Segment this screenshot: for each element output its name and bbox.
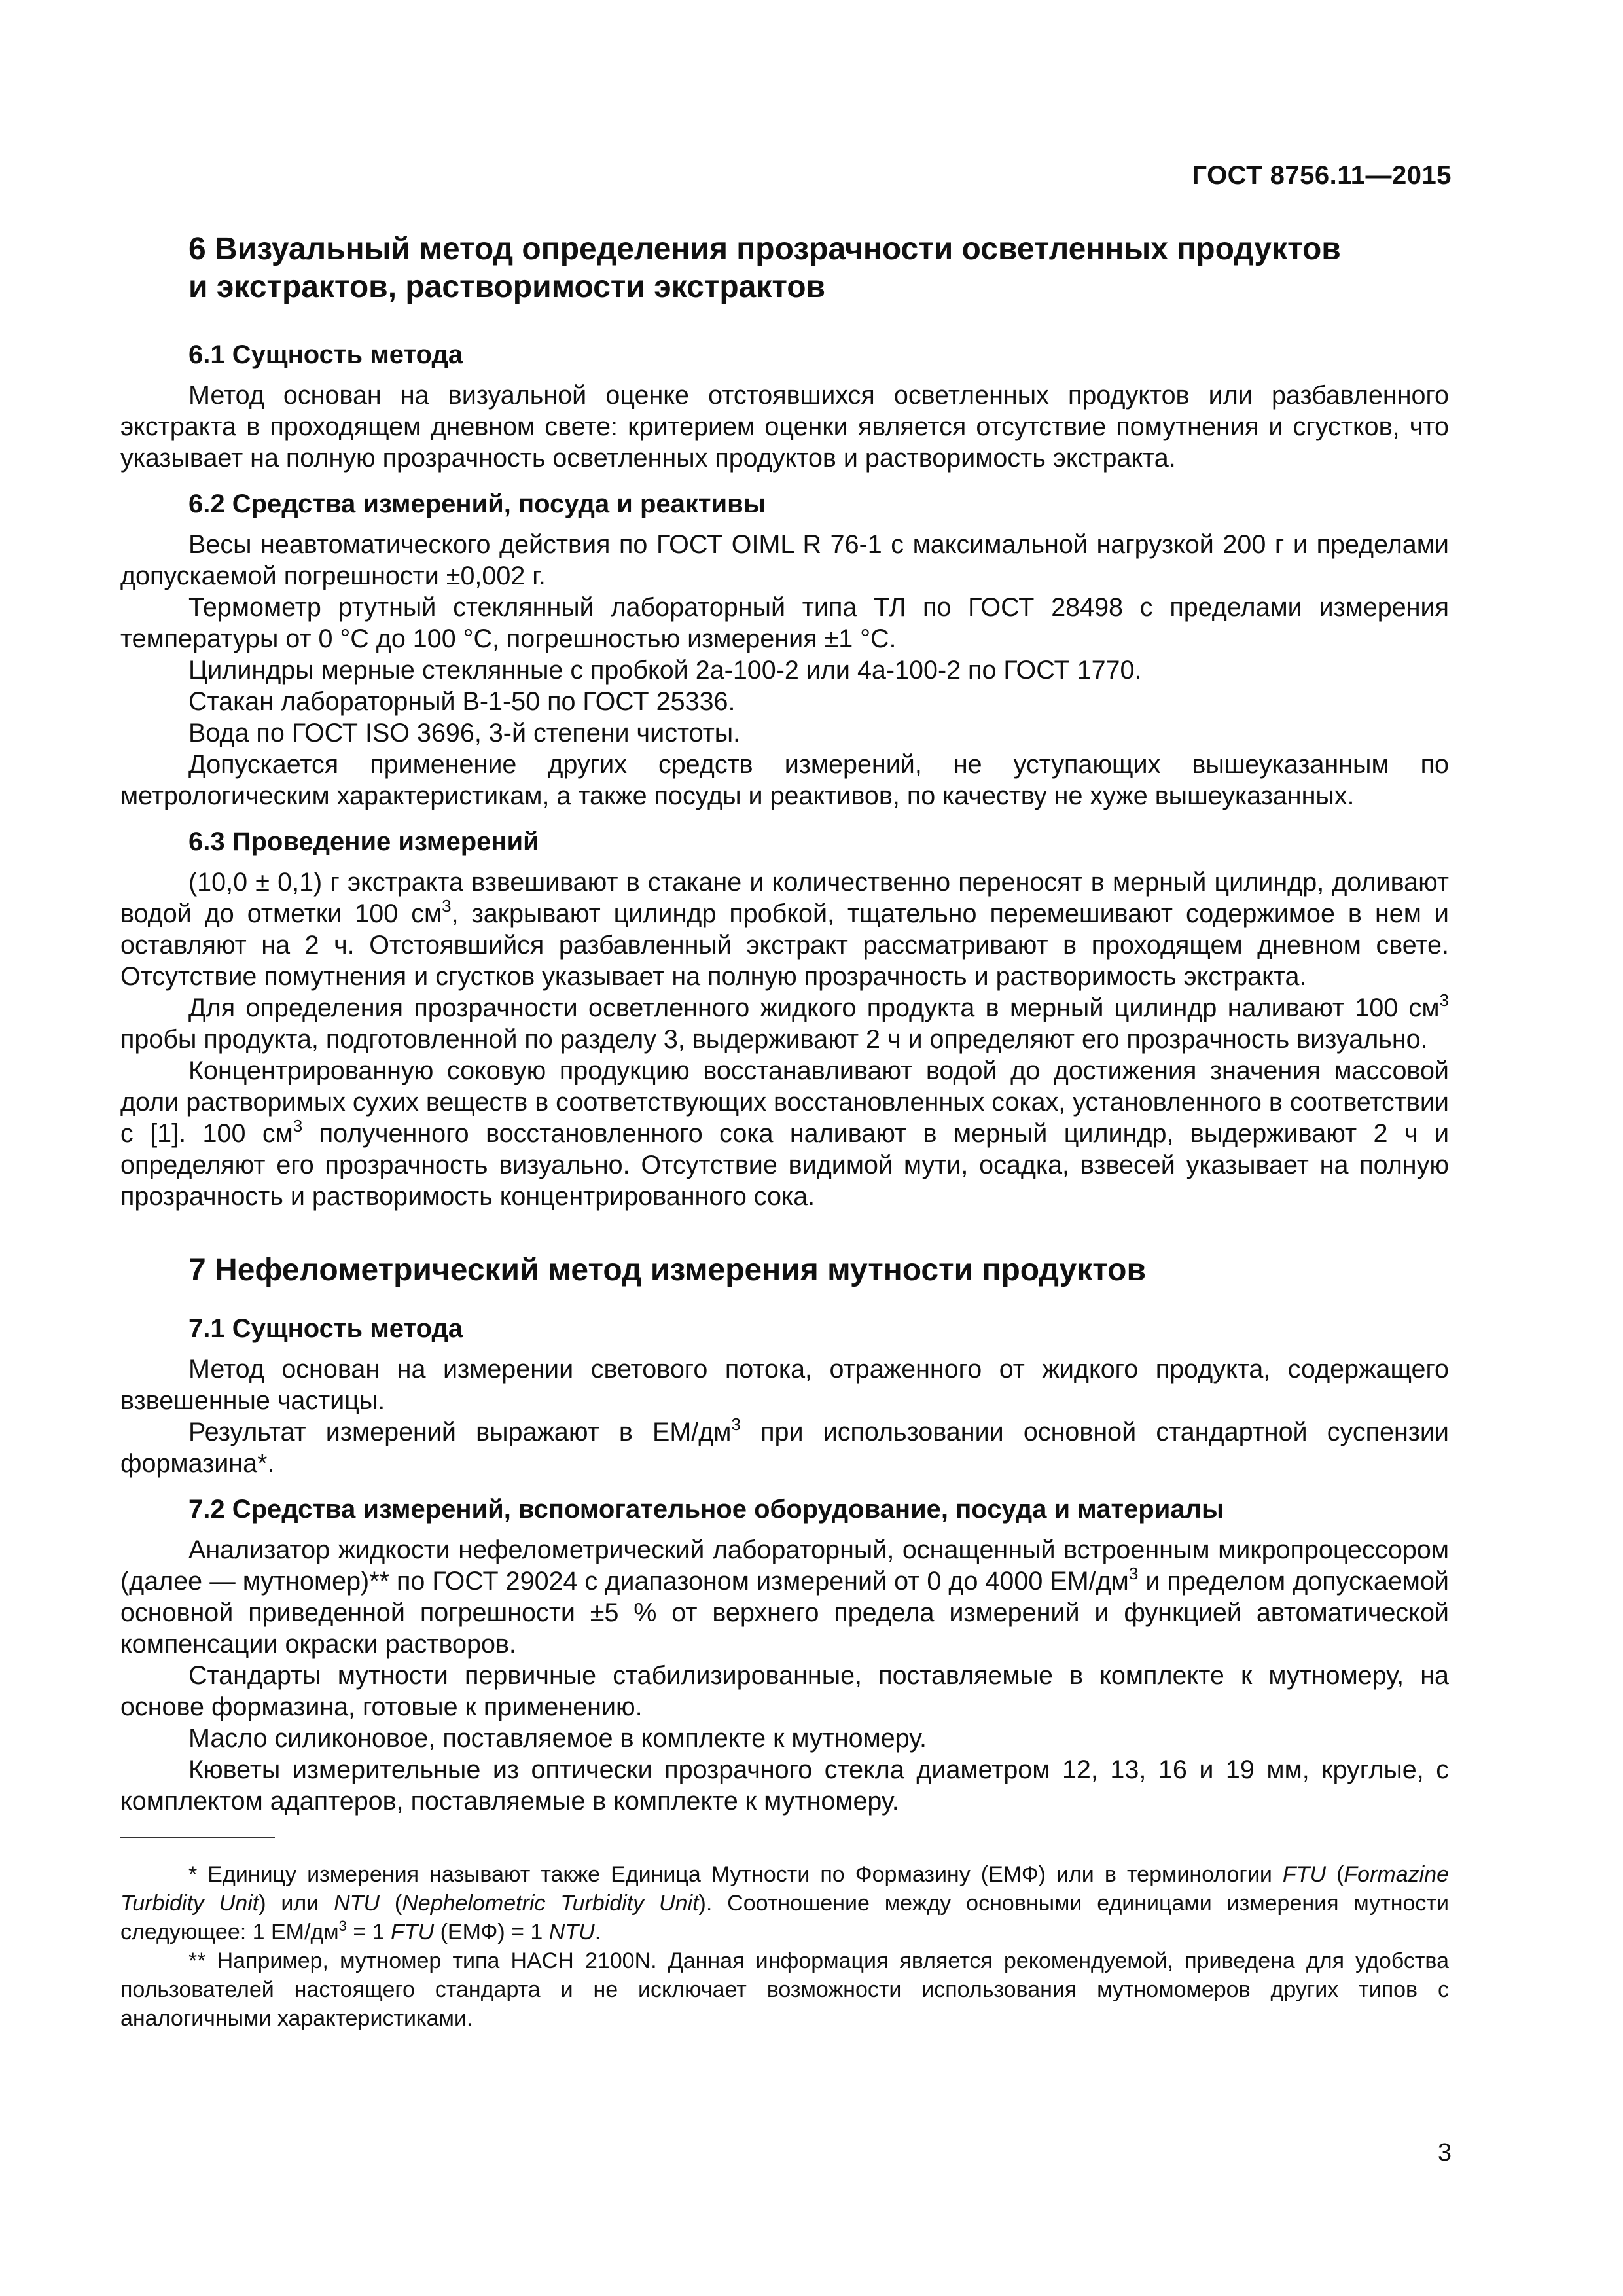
- superscript: 3: [293, 1116, 303, 1136]
- section-6-title-line1: 6 Визуальный метод определения прозрачности осветленных продуктов: [188, 232, 1341, 266]
- footnote-2: ** Например, мутномер типа HACH 2100N. Данная информация является рекомендуемой, приведена для удобства пользователей настоящего стандарта и не исключает возможности использования мутномомеров других типов с аналогичными характеристиками.: [120, 1948, 1449, 2031]
- section-spacer: [120, 1212, 1449, 1251]
- section-7-heading: 7 Нефелометрический метод измерения мутности продуктов: [188, 1253, 1146, 1287]
- text-run: (ЕМФ) = 1: [434, 1920, 549, 1945]
- section-6-heading: [120, 230, 1449, 306]
- text-run: (: [1326, 1862, 1344, 1887]
- paragraph: Стакан лабораторный В-1-50 по ГОСТ 25336.: [188, 687, 736, 716]
- text-run: Концентрированную соковую продукцию восстанавливают водой до достижения значения массовой доли растворимых сухих веществ в соответствующих восстановленных соках, установленного в соответствии с [1]. 100 см: [120, 1056, 1449, 1148]
- text-run: (10,0 ± 0,1) г экстракта взвешивают в стакане и количественно переносят в мерный цилиндр, доливают водой до отметки 100 см: [120, 868, 1449, 928]
- text-run: * Единицу измерения называют также Единица Мутности по Формазину (ЕМФ) или в терминологии: [188, 1862, 1283, 1887]
- text-run: = 1: [346, 1920, 391, 1945]
- superscript: 3: [338, 1918, 347, 1934]
- paragraph: [120, 1055, 1449, 1212]
- italic-term: Nephelometric Turbidity Unit: [402, 1891, 699, 1916]
- text-run: ) или: [259, 1891, 334, 1916]
- footnote-divider: [120, 1837, 275, 1838]
- paragraph: [120, 1416, 1449, 1479]
- text-run: Для определения прозрачности осветленного жидкого продукта в мерный цилиндр наливают 100 см: [188, 994, 1440, 1022]
- text-run: Анализатор жидкости нефелометрический лабораторный, оснащенный встроенным микропроцессором (далее — мутномер)** по ГОСТ 29024 с диапазоном измерений от 0 до 4000 ЕМ/дм: [120, 1535, 1449, 1596]
- paragraph: Масло силиконовое, поставляемое в комплекте к мутномеру.: [188, 1724, 927, 1753]
- italic-term: FTU: [391, 1920, 435, 1945]
- page-number: 3: [1437, 2139, 1452, 2166]
- italic-term: FTU: [1282, 1862, 1326, 1887]
- text-run: и пределом допускаемой основной приведенной погрешности ±5 % от верхнего предела измерений и функцией автоматической компенсации окраски растворов.: [120, 1567, 1449, 1659]
- paragraph: Метод основан на визуальной оценке отстоявшихся осветленных продуктов или разбавленного экстракта в проходящем дневном свете: критерием оценки является отсутствие помутнения и сгустков, что указывает на полную прозрачность осветленных продуктов и растворимость экстракта.: [120, 381, 1449, 473]
- standard-code: ГОСТ 8756.11—2015: [1192, 161, 1452, 190]
- subsection-6-3-heading: 6.3 Проведение измерений: [188, 827, 539, 856]
- text-run: ). Соотношение между основными единицами измерения мутности следующее: 1 ЕМ/дм: [120, 1891, 1449, 1945]
- paragraph: [120, 867, 1449, 992]
- paragraph: Допускается применение других средств измерений, не уступающих вышеуказанным по метрологическим характеристикам, а также посуды и реактивов, по качеству не хуже вышеуказанных.: [120, 750, 1449, 810]
- text-run: (: [380, 1891, 402, 1916]
- paragraph: Весы неавтоматического действия по ГОСТ OIML R 76-1 с максимальной нагрузкой 200 г и пределами допускаемой погрешности ±0,002 г.: [120, 530, 1449, 590]
- paragraph: Метод основан на измерении светового потока, отраженного от жидкого продукта, содержащего взвешенные частицы.: [120, 1355, 1449, 1415]
- text-run: при использовании основной стандартной суспензии формазина*.: [120, 1418, 1450, 1478]
- subsection-6-1-heading: 6.1 Сущность метода: [188, 340, 463, 369]
- paragraph: Стандарты мутности первичные стабилизированные, поставляемые в комплекте к мутномеру, на основе формазина, готовые к применению.: [120, 1661, 1449, 1721]
- italic-term: Formazine Turbidity Unit: [120, 1862, 1450, 1916]
- text-run: .: [594, 1920, 601, 1945]
- italic-term: NTU: [548, 1920, 595, 1945]
- italic-term: NTU: [334, 1891, 380, 1916]
- section-6-title-line2: и экстрактов, растворимости экстрактов: [188, 270, 826, 304]
- paragraph: Вода по ГОСТ ISO 3696, 3-й степени чистоты.: [188, 719, 741, 747]
- subsection-7-1-heading: 7.1 Сущность метода: [188, 1314, 463, 1343]
- footnote-1: [120, 1860, 1449, 1946]
- text-run: , закрывают цилиндр пробкой, тщательно перемешивают содержимое в нем и оставляют на 2 ч. Отстоявшийся разбавленный экстракт рассматривают в проходящем дневном свете. Отсутствие помутнения и сгустков указывает на полную прозрачность и растворимость экстракта.: [120, 899, 1449, 991]
- superscript: 3: [1128, 1564, 1139, 1583]
- subsection-6-2-heading: 6.2 Средства измерений, посуда и реактивы: [188, 490, 766, 518]
- text-run: полученного восстановленного сока наливают в мерный цилиндр, выдерживают 2 ч и определяют его прозрачность визуально. Отсутствие видимой мути, осадка, взвесей указывает на полную прозрачность и растворимость концентрированного сока.: [120, 1119, 1450, 1211]
- paragraph: Цилиндры мерные стеклянные с пробкой 2а-100-2 или 4а-100-2 по ГОСТ 1770.: [188, 656, 1142, 685]
- paragraph: Кюветы измерительные из оптически прозрачного стекла диаметром 12, 13, 16 и 19 мм, круглые, с комплектом адаптеров, поставляемые в комплекте к мутномеру.: [120, 1755, 1449, 1816]
- paragraph: [120, 992, 1449, 1055]
- paragraph: Термометр ртутный стеклянный лабораторный типа ТЛ по ГОСТ 28498 с пределами измерения температуры от 0 °С до 100 °С, погрешностью измерения ±1 °С.: [120, 593, 1449, 653]
- paragraph: [120, 1534, 1449, 1660]
- text-run: Результат измерений выражают в ЕМ/дм: [188, 1418, 732, 1446]
- superscript: 3: [731, 1414, 741, 1434]
- subsection-7-2-heading: 7.2 Средства измерений, вспомогательное оборудование, посуда и материалы: [188, 1495, 1224, 1524]
- superscript: 3: [442, 896, 452, 916]
- text-run: пробы продукта, подготовленной по разделу 3, выдерживают 2 ч и определяют его прозрачность визуально.: [120, 1025, 1428, 1054]
- superscript: 3: [1439, 990, 1449, 1010]
- document-body: [120, 230, 1449, 2033]
